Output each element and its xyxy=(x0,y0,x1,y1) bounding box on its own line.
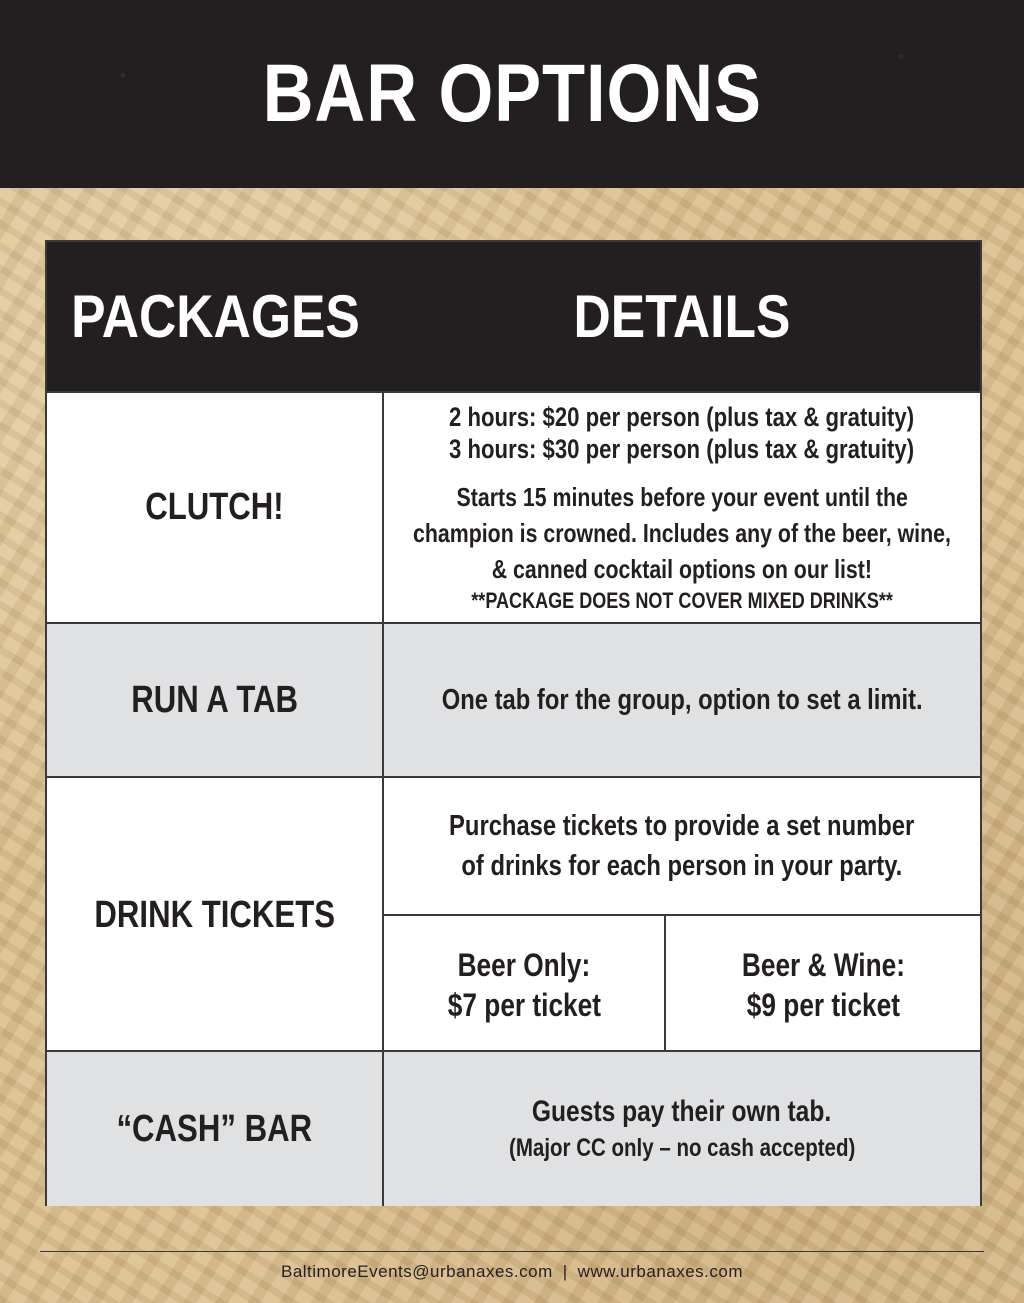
footer-email: BaltimoreEvents@urbanaxes.com xyxy=(280,1262,553,1281)
page-title: BAR OPTIONS xyxy=(262,48,762,139)
beer-wine-price-cell xyxy=(666,916,980,1054)
package-details-clutch xyxy=(384,393,980,622)
column-header-details: DETAILS xyxy=(573,283,791,350)
table-row-run-a-tab xyxy=(47,622,980,776)
drink-tickets-description xyxy=(384,778,980,914)
drink-tickets-desc-line: Purchase tickets to provide a set number xyxy=(449,810,915,842)
cash-bar-detail: Guests pay their own tab. xyxy=(532,1095,832,1128)
table-row-clutch xyxy=(47,391,980,622)
package-name-clutch: CLUTCH! xyxy=(47,393,384,622)
beer-wine-label: Beer & Wine: xyxy=(741,947,905,983)
footer-divider xyxy=(40,1251,984,1252)
table-row-cash-bar xyxy=(47,1050,980,1206)
page-header xyxy=(0,0,1024,188)
clutch-description: champion is crowned. Includes any of the beer, wine, xyxy=(413,517,951,548)
drink-tickets-prices xyxy=(384,914,980,1054)
cash-bar-note: (Major CC only – no cash accepted) xyxy=(508,1134,856,1162)
package-name-run-a-tab: RUN A TAB xyxy=(47,624,384,776)
footer-website: www.urbanaxes.com xyxy=(577,1262,744,1281)
clutch-description: Starts 15 minutes before your event until the xyxy=(456,481,908,512)
bar-options-table xyxy=(45,240,982,1206)
package-name-drink-tickets: DRINK TICKETS xyxy=(47,778,384,1052)
beer-only-price: $7 per ticket xyxy=(447,987,601,1023)
clutch-price-2-hours: 2 hours: $20 per person (plus tax & gratuity) xyxy=(449,401,915,432)
column-header-packages: PACKAGES xyxy=(71,283,360,350)
clutch-description: & canned cocktail options on our list! xyxy=(491,553,873,584)
beer-only-label: Beer Only: xyxy=(457,947,591,983)
footer xyxy=(0,1262,1024,1282)
beer-only-price-cell xyxy=(384,916,666,1054)
clutch-note: **PACKAGE DOES NOT COVER MIXED DRINKS** xyxy=(471,587,893,613)
package-name-cash-bar: “CASH” BAR xyxy=(47,1052,384,1206)
table-row-drink-tickets xyxy=(47,776,980,1052)
drink-tickets-desc-line: of drinks for each person in your party. xyxy=(461,850,903,882)
package-details-run-a-tab xyxy=(384,624,980,776)
run-a-tab-detail: One tab for the group, option to set a limit. xyxy=(441,684,923,716)
footer-separator: | xyxy=(562,1262,568,1281)
table-header xyxy=(47,242,980,391)
package-details-cash-bar xyxy=(384,1052,980,1206)
beer-wine-price: $9 per ticket xyxy=(746,987,900,1023)
clutch-price-3-hours: 3 hours: $30 per person (plus tax & gratuity) xyxy=(449,433,915,464)
